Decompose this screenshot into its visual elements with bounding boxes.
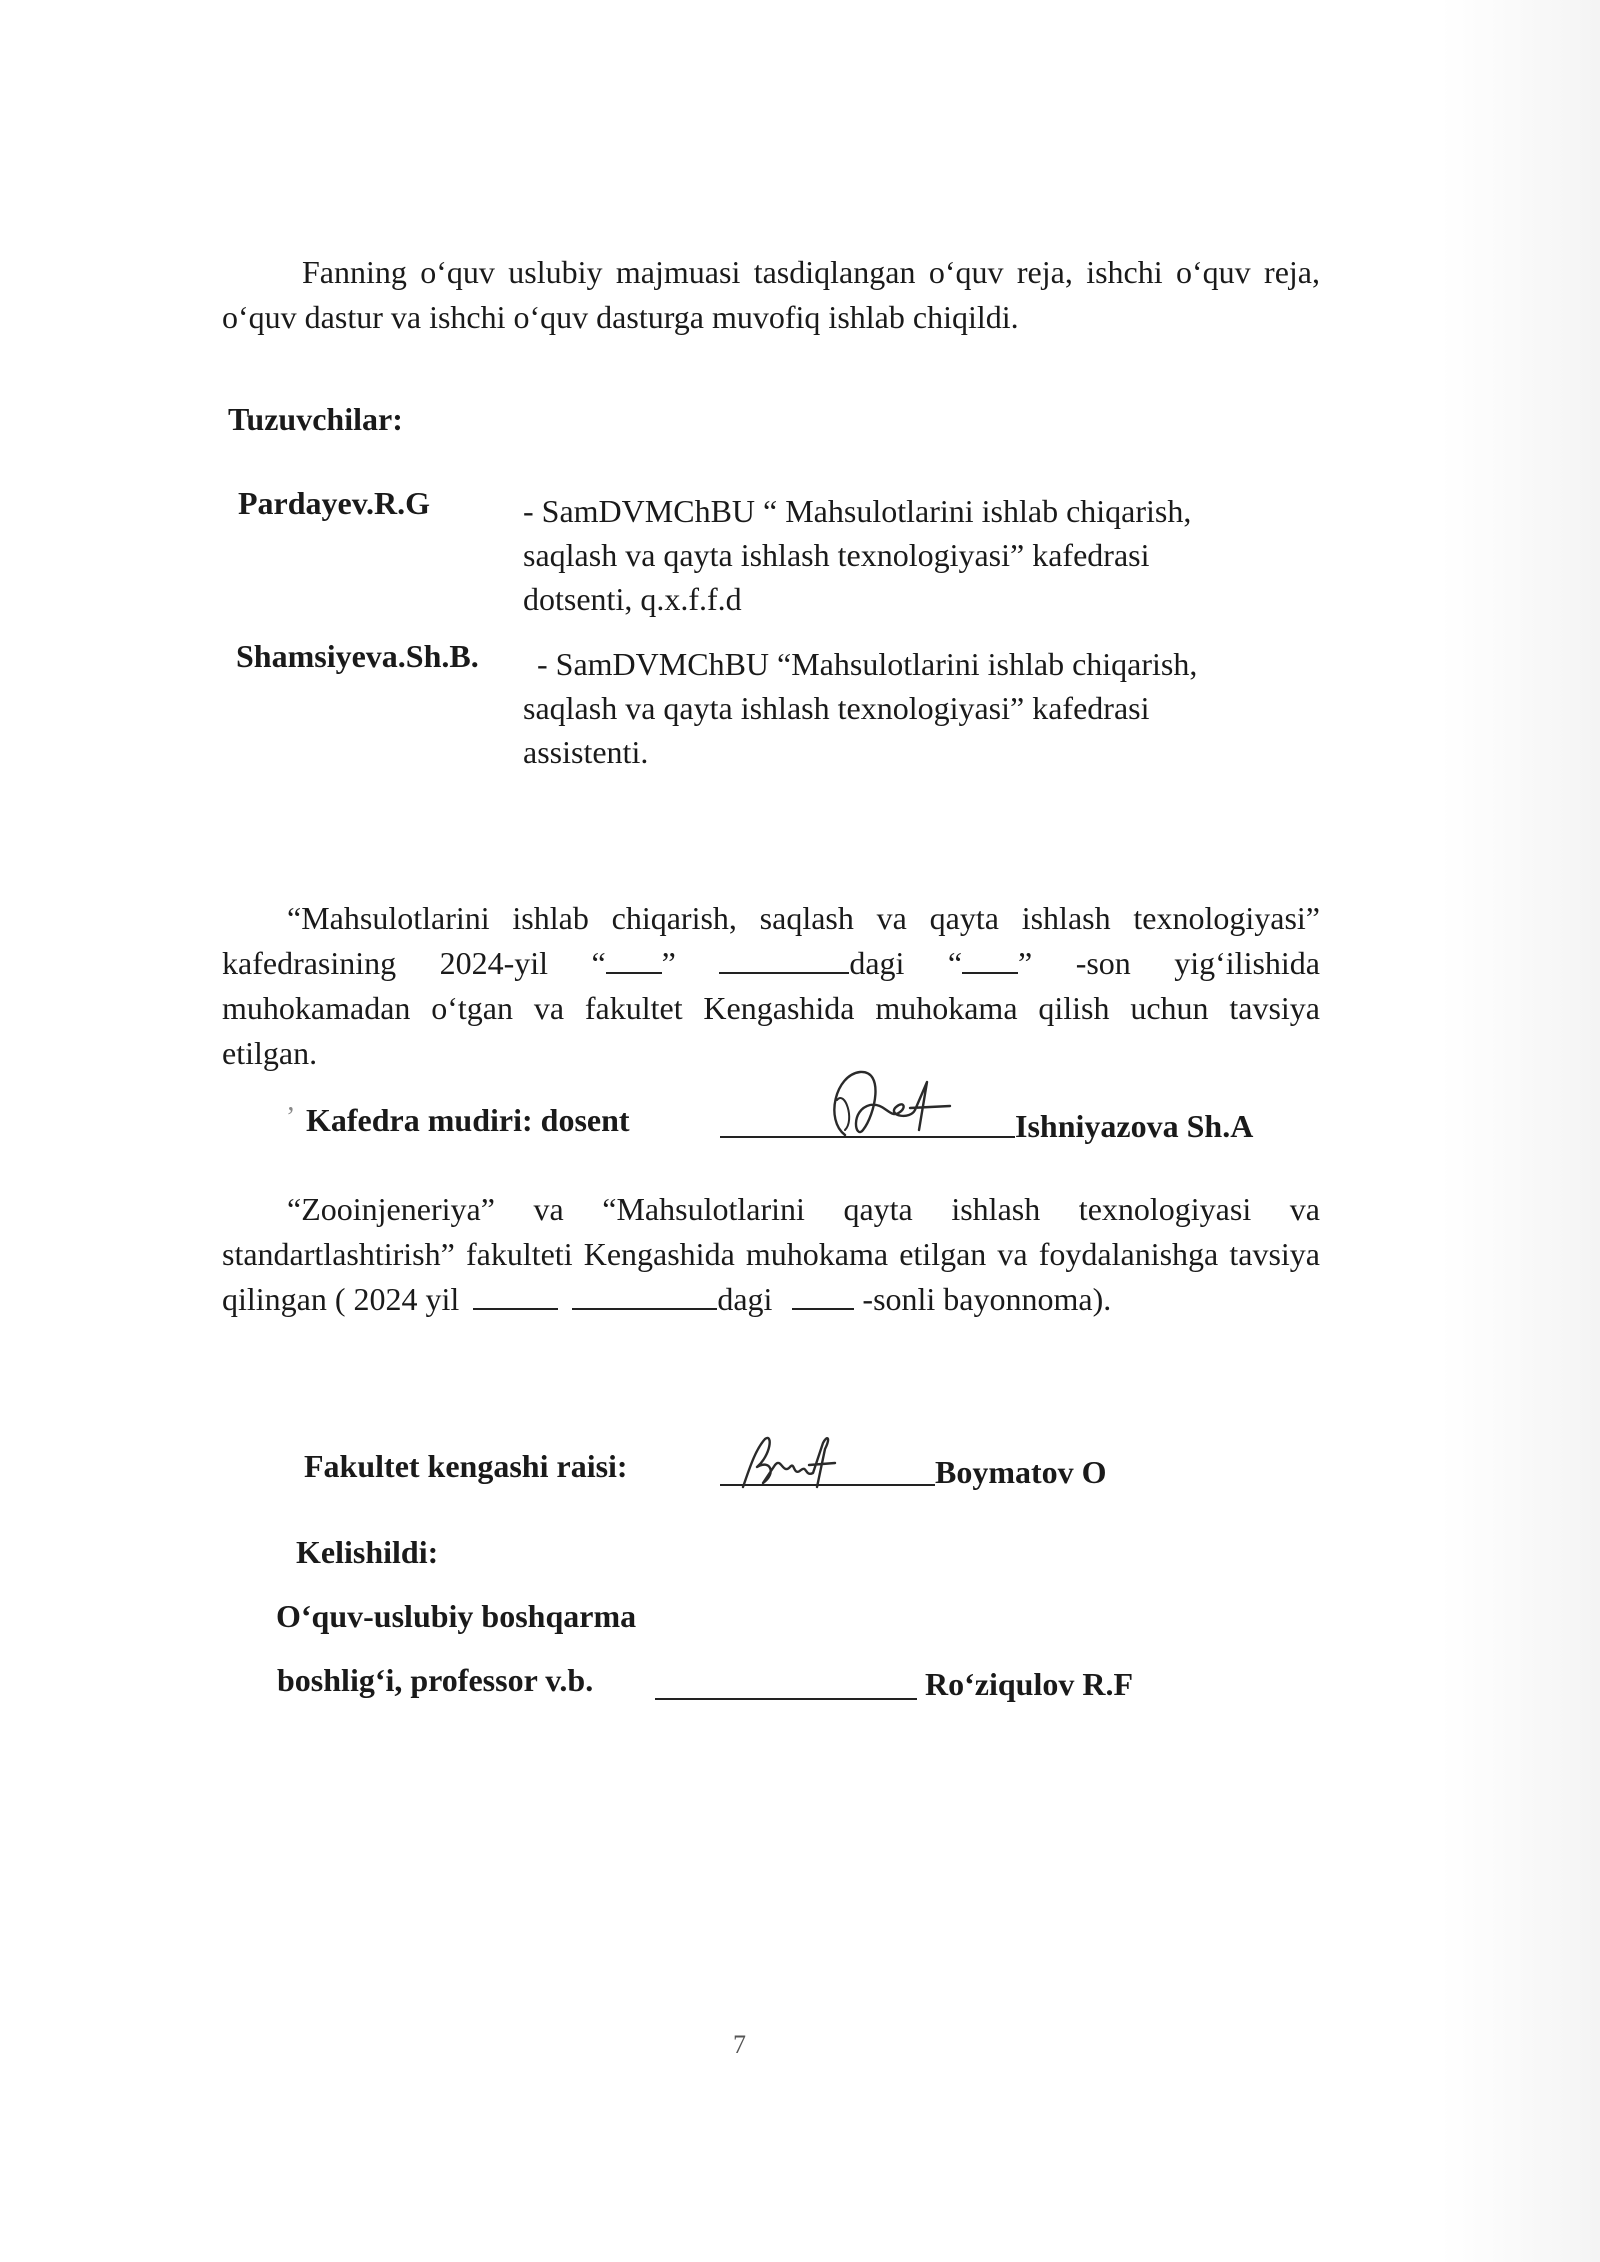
dept-text: yig‘ilishida [1174, 945, 1320, 981]
dept-year: 2024-yil [439, 945, 549, 981]
dept-text: -son [1075, 945, 1131, 981]
faculty-number-blank[interactable] [792, 1278, 854, 1310]
faculty-text: dagi [717, 1281, 773, 1317]
author-description-line: assistenti. [523, 734, 649, 770]
dept-quote: ” [1018, 945, 1033, 981]
head-of-dept-name: Ishniyazova Sh.A [1015, 1108, 1254, 1144]
faculty-paragraph [222, 1187, 1320, 1322]
author-description-line: saqlash va qayta ishlash texnologiyasi” kafedrasi [523, 690, 1150, 726]
agreed-signature-line[interactable] [655, 1698, 917, 1700]
author-description-line: - SamDVMChBU “ Mahsulotlarini ishlab chiqarish, [523, 493, 1192, 529]
dept-quote: “ [947, 945, 963, 981]
department-paragraph [222, 896, 1320, 1076]
faculty-text: qilingan ( 2024 yil [222, 1281, 460, 1317]
page-number: 7 [733, 2030, 746, 2059]
faculty-chair-signature [735, 1425, 855, 1495]
dept-text: dagi [849, 945, 905, 981]
author-name: Pardayev.R.G [238, 485, 430, 521]
authors-heading: Tuzuvchilar: [228, 401, 403, 437]
head-of-dept-signature [815, 1060, 965, 1150]
scan-edge-shadow [1440, 0, 1600, 2262]
agreed-heading: Kelishildi: [296, 1534, 439, 1570]
dept-quote: “ [591, 945, 606, 981]
author-description-line: saqlash va qayta ishlash texnologiyasi” kafedrasi [523, 537, 1150, 573]
author-description-line: dotsenti, q.x.f.f.d [523, 581, 742, 617]
faculty-line: “Zooinjeneriya” va “Mahsulotlarini qayta ishlash texnologiyasi va [287, 1191, 1320, 1227]
author-name: Shamsiyeva.Sh.B. [236, 638, 479, 674]
day-blank[interactable] [606, 942, 662, 974]
faculty-line: standartlashtirish” fakulteti Kengashida muhokama etilgan va foydalanishga tavsiya [222, 1236, 1320, 1272]
margin-mark: ʼ [286, 1102, 296, 1133]
dept-quote: ” [661, 945, 676, 981]
faculty-chair-label: Fakultet kengashi raisi: [304, 1448, 628, 1484]
intro-paragraph [222, 250, 1320, 340]
faculty-day-blank[interactable] [473, 1278, 558, 1310]
month-blank[interactable] [719, 942, 849, 974]
author-description-line: - SamDVMChBU “Mahsulotlarini ishlab chiqarish, [537, 646, 1198, 682]
agreed-name: Ro‘ziqulov R.F [925, 1666, 1133, 1702]
head-of-dept-label: Kafedra mudiri: dosent [306, 1102, 630, 1138]
dept-text: kafedrasining [222, 945, 397, 981]
faculty-text: -sonli bayonnoma). [862, 1281, 1112, 1317]
agreed-role-line: boshlig‘i, professor v.b. [277, 1662, 594, 1698]
intro-text: Fanning o‘quv uslubiy majmuasi tasdiqlangan o‘quv reja, ishchi o‘quv reja, o‘quv dastur va ishchi o‘quv dasturga muvofiq ishlab chiqildi. [222, 254, 1320, 335]
department-meeting-line [222, 941, 1320, 986]
faculty-month-blank[interactable] [572, 1278, 717, 1310]
number-blank[interactable] [962, 942, 1018, 974]
author-description [523, 642, 1297, 774]
agreed-role-line: O‘quv-uslubiy boshqarma [276, 1598, 637, 1634]
department-line: etilgan. [222, 1035, 318, 1071]
department-line: “Mahsulotlarini ishlab chiqarish, saqlash va qayta ishlash texnologiyasi” [287, 900, 1320, 936]
faculty-chair-name: Boymatov O [935, 1454, 1107, 1490]
faculty-protocol-line [222, 1277, 1320, 1322]
department-line: muhokamadan o‘tgan va fakultet Kengashida muhokama qilish uchun tavsiya [222, 990, 1320, 1026]
author-description [523, 489, 1283, 621]
